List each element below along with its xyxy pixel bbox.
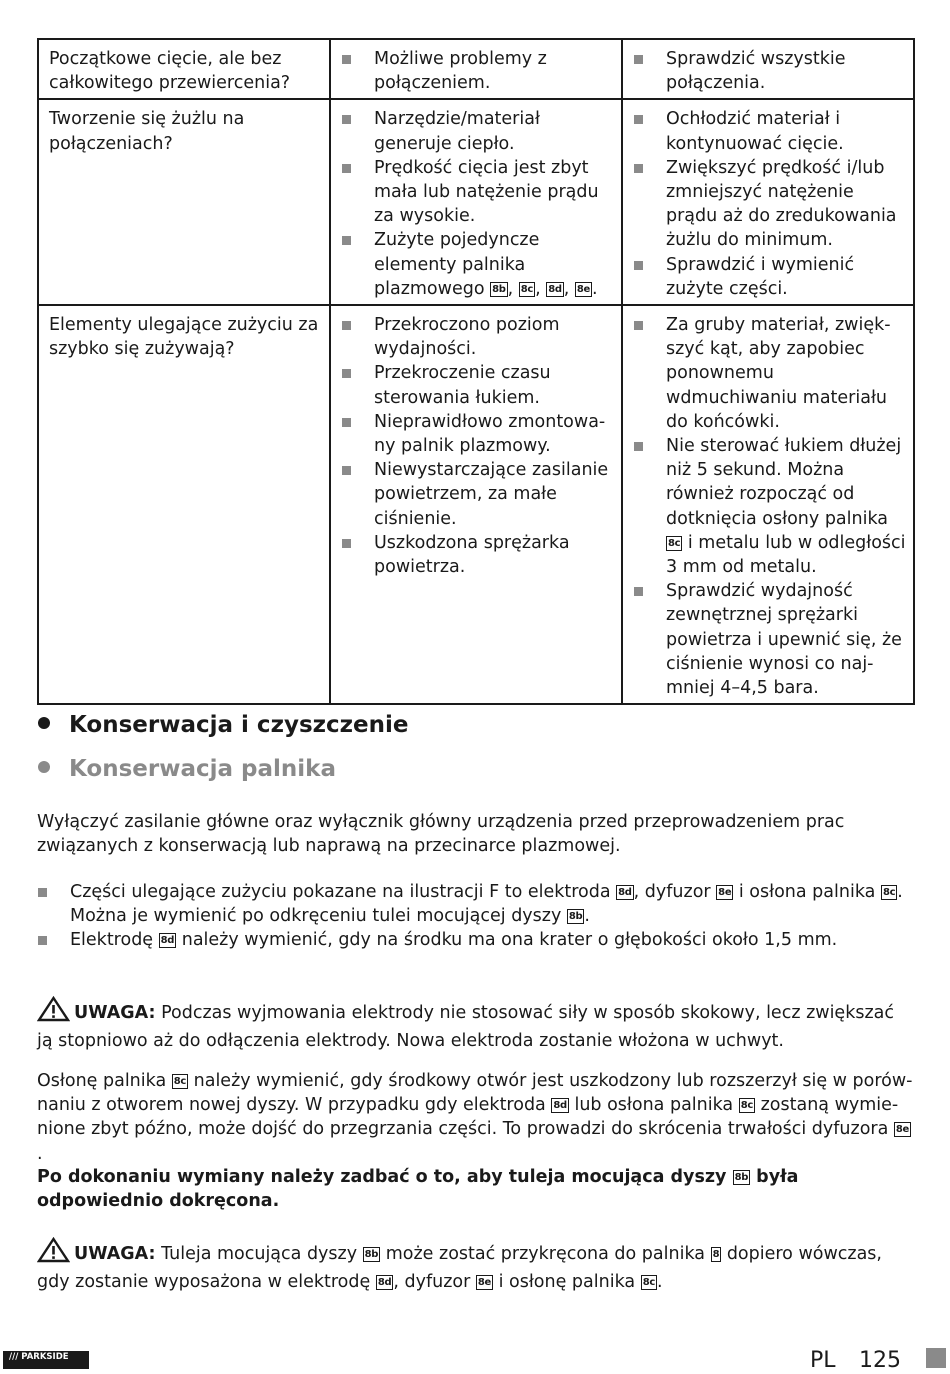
- square-bullet-icon: [38, 888, 47, 897]
- part-reference-icon: 8b: [492, 283, 506, 295]
- causes-list: [341, 107, 615, 301]
- square-bullet-icon: [634, 442, 643, 451]
- part-reference-icon: 8d: [548, 283, 562, 295]
- part-reference-icon: 8e: [718, 887, 732, 898]
- list-item: [341, 458, 615, 531]
- part-reference-icon: 8b: [568, 911, 583, 923]
- list-item: [37, 928, 913, 952]
- table-row: [38, 305, 914, 704]
- list-item-text: Niewystarczające zasilanie powietrzem, za małe ciśnienie.: [374, 460, 609, 529]
- cause-cell: [330, 305, 622, 704]
- list-item-text: Zużyte pojedyncze elementy palnika plazmowego 8b , 8c , 8d , 8e .: [374, 230, 598, 299]
- warning-text: Podczas wyjmowania elektrody nie stosować siły w sposób skokowy, lecz zwiększać ją stopniowo aż do odłączenia elektrody. Nowa elektroda zostanie włożona w uchwyt.: [37, 1003, 894, 1052]
- warning-label: UWAGA:: [74, 1244, 156, 1264]
- square-bullet-icon: [342, 55, 351, 64]
- part-reference-icon: 8d: [553, 1100, 567, 1112]
- list-item: [341, 410, 615, 458]
- square-bullet-icon: [342, 539, 351, 548]
- cause-cell: [330, 39, 622, 99]
- warning-triangle-icon: [37, 1237, 70, 1270]
- list-item: [341, 47, 615, 95]
- part-reference-icon: 8e: [576, 283, 591, 295]
- table-row: [38, 39, 914, 99]
- part-reference-icon: 8d: [160, 935, 175, 947]
- page-marker: [926, 1348, 946, 1368]
- list-item-text: Nie sterować łukiem dłużej niż 5 sekund. Można również rozpocząć od dotknięcia osłony palnika 8c i metalu lub w odległości 3 mm od metalu.: [666, 436, 906, 578]
- part-reference-icon: 8b: [734, 1172, 749, 1183]
- list-item-text: Sprawdzić wydajność zewnętrznej sprężarki powietrza i upewnić się, że ciśnienie wynosi co naj-mniej 4–4,5 bara.: [666, 581, 902, 699]
- list-item-text: Ochłodzić materiał i kontynuować cięcie.: [666, 109, 844, 154]
- problem-cell: Tworzenie się żużlu na połączeniach?: [38, 99, 330, 305]
- part-reference-icon: 8c: [882, 887, 896, 898]
- square-bullet-icon: [342, 369, 351, 378]
- list-item: [341, 156, 615, 229]
- warning-paragraph-1: [37, 996, 913, 1053]
- square-bullet-icon: [38, 936, 47, 945]
- language-code: PL: [810, 1348, 836, 1373]
- part-reference-icon: 8c: [520, 283, 534, 295]
- part-reference-icon: 8c: [668, 537, 681, 549]
- list-item: [341, 313, 615, 361]
- warning-label: UWAGA:: [74, 1003, 156, 1023]
- list-item-text: Przekroczenie czasu sterowania łukiem.: [374, 363, 551, 408]
- causes-list: [341, 47, 615, 95]
- warning-text: Tuleja mocująca dyszy 8b może zostać przykręcona do palnika 8 dopiero wówczas, gdy zostanie wyposażona w elektrodę 8d , dyfuzor 8e i osłonę palnika 8c .: [37, 1244, 882, 1293]
- square-bullet-icon: [634, 55, 643, 64]
- square-bullet-icon: [634, 115, 643, 124]
- list-item: [37, 880, 913, 928]
- list-item-text: Sprawdzić wszystkie połączenia.: [666, 49, 846, 94]
- list-item: [633, 107, 907, 155]
- list-item: [633, 313, 907, 434]
- list-item-text: Elektrodę 8d należy wymienić, gdy na środku ma ona krater o głębokości około 1,5 mm.: [70, 930, 838, 951]
- bullet-dot-icon: [38, 761, 50, 773]
- part-reference-icon: 8c: [740, 1100, 754, 1112]
- brand-logo: /// PARKSIDE: [3, 1351, 89, 1369]
- bold-note-text: Po dokonaniu wymiany należy zadbać o to, aby tuleja mocująca dyszy 8b była odpowiednio dokręcona.: [37, 1167, 799, 1212]
- square-bullet-icon: [342, 115, 351, 124]
- remedy-cell: [622, 305, 914, 704]
- list-item: [633, 47, 907, 95]
- problem-cell: Początkowe cięcie, ale bez całkowitego przewiercenia?: [38, 39, 330, 99]
- list-item-text: Możliwe problemy z połączeniem.: [374, 49, 547, 94]
- square-bullet-icon: [634, 261, 643, 270]
- list-item: [341, 107, 615, 155]
- part-reference-icon: 8c: [173, 1076, 187, 1087]
- square-bullet-icon: [342, 321, 351, 330]
- list-item-text: Sprawdzić i wymienić zużyte części.: [666, 254, 855, 299]
- list-item-text: Nieprawidłowo zmontowa-ny palnik plazmowy.: [374, 411, 606, 457]
- part-reference-icon: 8e: [477, 1277, 492, 1289]
- part-reference-icon: 8d: [618, 887, 632, 898]
- causes-list: [341, 313, 615, 579]
- remedies-list: [633, 313, 907, 700]
- remedy-cell: [622, 39, 914, 99]
- wear-parts-list: [37, 880, 913, 953]
- list-item-text: Części ulegające zużyciu pokazane na ilustracji F to elektroda 8d , dyfuzor 8e i osłona palnika 8c . Można je wymienić po odkręceniu tulei mocującej dyszy 8b .: [70, 882, 903, 927]
- square-bullet-icon: [342, 164, 351, 173]
- list-item: [633, 579, 907, 700]
- list-item: [633, 434, 907, 579]
- page-number: 125: [859, 1348, 901, 1373]
- square-bullet-icon: [342, 236, 351, 245]
- square-bullet-icon: [342, 418, 351, 427]
- square-bullet-icon: [634, 321, 643, 330]
- list-item: [633, 156, 907, 253]
- part-reference-icon: 8b: [364, 1249, 379, 1260]
- list-item-text: Zwiększyć prędkość i/lub zmniejszyć natężenie prądu aż do zredukowania żużlu do minimum.: [666, 157, 897, 251]
- paragraph-text: Osłonę palnika 8c należy wymienić, gdy środkowy otwór jest uszkodzony lub rozszerzył się w porów-naniu z otworem nowej dyszy. W przypadku gdy elektroda 8d lub osłona palnika 8c zostaną wymie-nione zbyt późno, może dojść do przegrzania części. To prowadzi do skrócenia trwałości dyfuzora 8e.: [37, 1071, 913, 1164]
- part-reference-icon: 8d: [377, 1277, 392, 1289]
- part-reference-icon: 8: [712, 1249, 720, 1260]
- remedies-list: [633, 107, 907, 301]
- warning-triangle-icon: [37, 996, 70, 1029]
- remedies-list: [633, 47, 907, 95]
- bullet-dot-icon: [38, 717, 50, 729]
- intro-paragraph: Wyłączyć zasilanie główne oraz wyłącznik główny urządzenia przed przeprowadzeniem prac związanych z konserwacją lub naprawą na przecinarce plazmowej.: [37, 812, 845, 857]
- list-item: [341, 531, 615, 579]
- list-item-text: Narzędzie/materiał generuje ciepło.: [374, 109, 540, 154]
- troubleshooting-table: [37, 38, 915, 705]
- list-item-text: Prędkość cięcia jest zbyt mała lub natężenie prądu za wysokie.: [374, 157, 599, 227]
- list-item: [341, 228, 615, 301]
- list-item-text: Za gruby materiał, zwięk-szyć kąt, aby zapobiec ponownemu wdmuchiwaniu materiału do końcówki.: [666, 315, 891, 432]
- list-item-text: Przekroczono poziom wydajności.: [374, 315, 560, 360]
- part-reference-icon: 8e: [895, 1124, 910, 1136]
- square-bullet-icon: [634, 587, 643, 596]
- shield-replacement-paragraph: [37, 1069, 913, 1166]
- subsection-heading-torch-maintenance: Konserwacja palnika: [38, 756, 336, 782]
- section-heading-maintenance: Konserwacja i czyszczenie: [38, 712, 409, 738]
- list-item: [341, 361, 615, 409]
- square-bullet-icon: [634, 164, 643, 173]
- table-row: [38, 99, 914, 305]
- problem-cell: Elementy ulegające zużyciu za szybko się zużywają?: [38, 305, 330, 704]
- remedy-cell: [622, 99, 914, 305]
- cause-cell: [330, 99, 622, 305]
- part-reference-icon: 8c: [642, 1277, 655, 1289]
- warning-paragraph-2: [37, 1237, 913, 1294]
- list-item: [633, 253, 907, 301]
- list-item-text: Uszkodzona sprężarka powietrza.: [374, 532, 570, 578]
- tightening-note: [37, 1165, 913, 1213]
- square-bullet-icon: [342, 466, 351, 475]
